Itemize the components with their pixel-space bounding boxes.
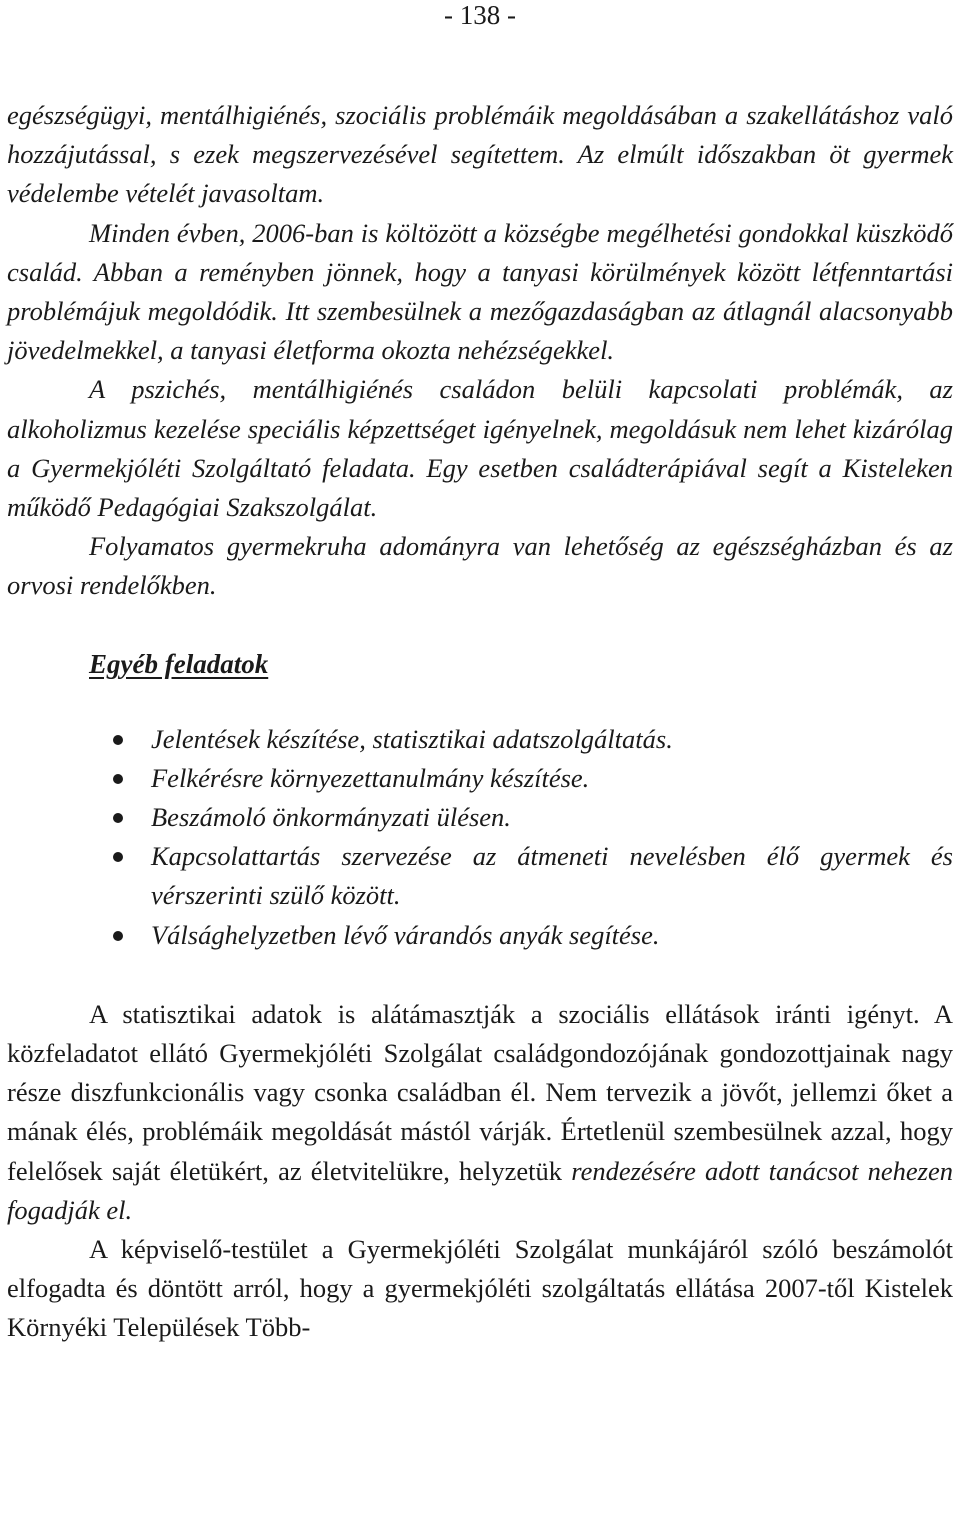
list-item-text: Felkérésre környezettanulmány készítése. [151, 762, 590, 793]
bullet-icon [113, 813, 123, 823]
paragraph-3: A pszichés, mentálhigiénés családon belüli kapcsolati problémák, az alkoholizmus kezelése speciális képzettséget igényelnek, megoldásuk nem lehet kizárólag a Gyermekjóléti Szolgáltató feladata. Egy esetben családterápiával segít a Kisteleken működő Pedagógiai Szakszolgálat. [7, 374, 953, 523]
task-list [7, 720, 953, 955]
stats-paragraph [7, 995, 953, 1230]
list-item [151, 720, 953, 759]
bullet-icon [113, 852, 123, 862]
list-item-text: Kapcsolattartás szervezése az átmeneti nevelésben élő gyermek és vérszerinti szülő között. [151, 841, 953, 911]
paragraph-1: egészségügyi, mentálhigiénés, szociális problémáik megoldásában a szakellátáshoz való hozzájutással, s ezek megszervezésével segítettem. Az elmúlt időszakban öt gyermek védelembe vételét javasoltam. [7, 100, 953, 209]
page-number: - 138 - [444, 0, 516, 30]
stats-paragraph-upright: A statisztikai adatok is alátámasztják a szociális ellátások iránti igényt. A közfeladatot ellátó Gyermekjóléti Szolgálat családgondozójának gondozottjainak nagy része diszfunkcionális vagy csonka családban él. Nem tervezik a jövőt, jellemzi őket a mának élés, problémáik megoldását mástól várják. Értetlenül szembesülnek azzal, hogy felelősek saját életükért, az életvitelükre, helyzetük [7, 998, 953, 1186]
final-paragraph: A képviselő-testület a Gyermekjóléti Szolgálat munkájáról szóló beszámolót elfogadta és döntött arról, hogy a gyermekjóléti szolgáltatás ellátása 2007-től Kistelek Környéki Települések Több- [7, 1234, 953, 1343]
stats-paragraph-italic: rendezésére adott tanácsot nehezen fogadják el. [7, 1155, 953, 1225]
document-body [7, 96, 953, 1348]
bullet-icon [113, 735, 123, 745]
list-item-text: Beszámoló önkormányzati ülésen. [151, 802, 511, 833]
paragraph-2: Minden évben, 2006-ban is költözött a községbe megélhetési gondokkal küszködő család. Abban a reményben jönnek, hogy a tanyasi körülmények között létfenntartási problémájuk megoldódik. Itt szembesülnek a mezőgazdaságban az átlagnál alacsonyabb jövedelmekkel, a tanyasi életforma okozta nehézségekkel. [7, 217, 953, 366]
list-item [151, 798, 953, 837]
bullet-icon [113, 931, 123, 941]
list-item [151, 916, 953, 955]
list-item [151, 837, 953, 915]
paragraph-4: Folyamatos gyermekruha adományra van lehetőség az egészségházban és az orvosi rendelőkben. [7, 531, 953, 601]
list-item-text: Válsághelyzetben lévő várandós anyák segítése. [151, 919, 660, 950]
list-item [151, 759, 953, 798]
list-item-text: Jelentések készítése, statisztikai adatszolgáltatás. [151, 723, 673, 754]
bullet-icon [113, 774, 123, 784]
section-heading: Egyéb feladatok [89, 648, 269, 679]
